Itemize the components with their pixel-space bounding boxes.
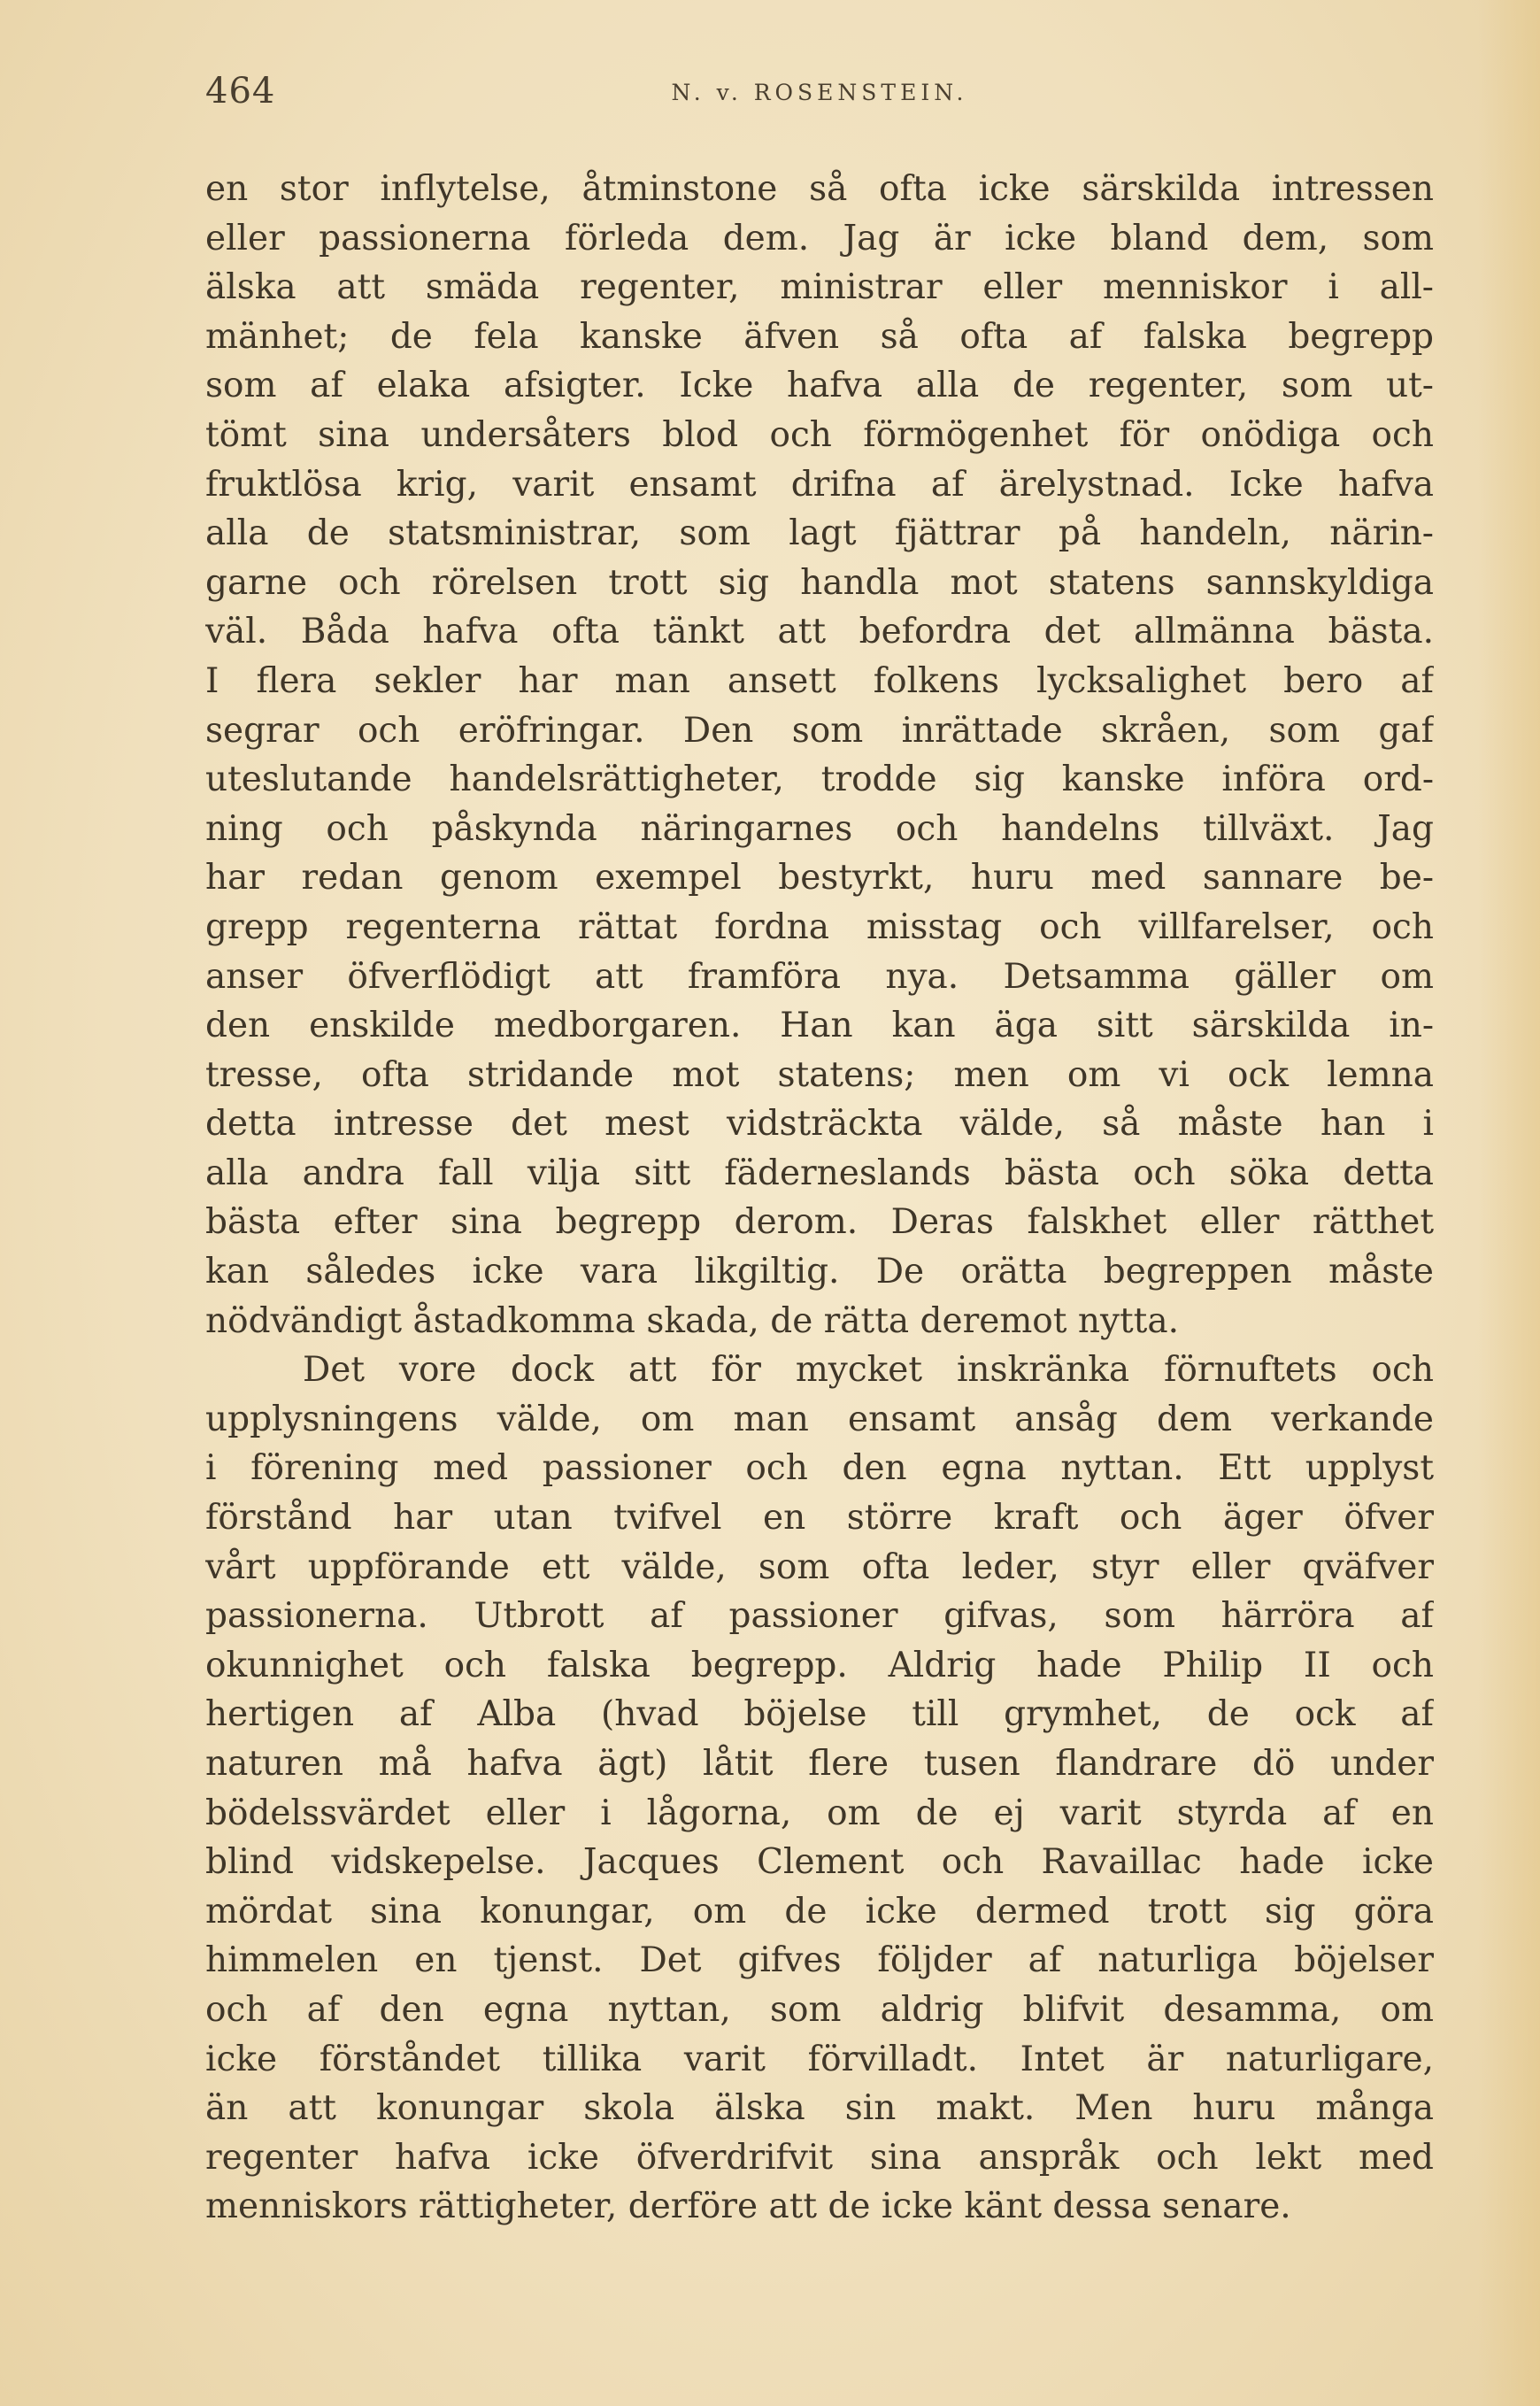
text-line: blind vidskepelse. Jacques Clement och Ravaillac hade icke [205,1842,1434,1883]
text-line: tresse, ofta stridande mot statens; men om vi ock lemna [205,1054,1434,1095]
text-line: än att konungar skola älska sin makt. Men huru många [205,2088,1434,2129]
text-line: icke förståndet tillika varit förvilladt. Intet är naturligare, [205,2039,1434,2079]
text-line: I flera sekler har man ansett folkens lycksalighet bero af [205,660,1434,701]
text-line: upplysningens välde, om man ensamt ansåg dem verkande [205,1399,1434,1439]
text-line: den enskilde medborgaren. Han kan äga sitt särskilda in- [205,1006,1434,1046]
paragraph-start-line: Det vore dock att för mycket inskränka förnuftets och [303,1350,1434,1391]
text-line: segrar och eröfringar. Den som inrättade skråen, som gaf [205,710,1434,751]
text-line: okunnighet och falska begrepp. Aldrig hade Philip II och [205,1645,1434,1685]
text-line: tömt sina undersåters blod och förmögenhet för onödiga och [205,414,1434,455]
text-line: menniskors rättigheter, derföre att de icke känt dessa senare. [205,2186,1291,2227]
page-number: 464 [205,71,276,112]
text-line: ning och påskynda näringarnes och handelns tillväxt. Jag [205,808,1434,849]
text-line: mänhet; de fela kanske äfven så ofta af falska begrepp [205,316,1434,357]
text-line: förstånd har utan tvifvel en större kraft och äger öfver [205,1498,1434,1538]
text-line: och af den egna nyttan, som aldrig blifvit desamma, om [205,1989,1434,2030]
body-text [205,165,1434,2232]
text-line: garne och rörelsen trott sig handla mot statens sannskyldiga [205,562,1434,603]
paragraph-end-line: nödvändigt åstadkomma skada, de rätta deremot nytta. [205,1300,1179,1341]
text-line: naturen må hafva ägt) låtit flere tusen flandrare dö under [205,1744,1434,1784]
text-line: mördat sina konungar, om de icke dermed trott sig göra [205,1891,1434,1932]
text-line: en stor inflytelse, åtminstone så ofta icke särskilda intressen [205,169,1434,209]
text-line: hertigen af Alba (hvad böjelse till grymhet, de ock af [205,1694,1434,1735]
text-line: bästa efter sina begrepp derom. Deras falskhet eller rätthet [205,1202,1434,1243]
text-line: älska att smäda regenter, ministrar eller menniskor i all- [205,267,1434,308]
text-line: eller passionerna förleda dem. Jag är icke bland dem, som [205,218,1434,258]
text-line: vårt uppförande ett välde, som ofta leder, styr eller qväfver [205,1546,1434,1587]
text-line: bödelssvärdet eller i lågorna, om de ej varit styrda af en [205,1793,1434,1833]
text-line: väl. Båda hafva ofta tänkt att befordra det allmänna bästa. [205,612,1434,652]
text-line: fruktlösa krig, varit ensamt drifna af ärelystnad. Icke hafva [205,464,1434,505]
text-line: har redan genom exempel bestyrkt, huru med sannare be- [205,858,1434,898]
text-line: himmelen en tjenst. Det gifves följder af naturliga böjelser [205,1940,1434,1981]
text-line: detta intresse det mest vidsträckta välde, så måste han i [205,1104,1434,1145]
text-line: alla andra fall vilja sitt fäderneslands bästa och söka detta [205,1153,1434,1193]
page-edge-shadow [1478,0,1540,2406]
text-line: som af elaka afsigter. Icke hafva alla de regenter, som ut- [205,366,1434,406]
text-line: uteslutande handelsrättigheter, trodde sig kanske införa ord- [205,760,1434,800]
text-line: kan således icke vara likgiltig. De orätta begreppen måste [205,1252,1434,1292]
running-head: N. v. ROSENSTEIN. [671,80,968,105]
text-line: passionerna. Utbrott af passioner gifvas, som härröra af [205,1596,1434,1637]
text-line: grepp regenterna rättat fordna misstag och villfarelser, och [205,906,1434,947]
text-line: anser öfverflödigt att framföra nya. Detsamma gäller om [205,956,1434,997]
text-line: i förening med passioner och den egna nyttan. Ett upplyst [205,1448,1434,1489]
text-line: alla de statsministrar, som lagt fjättrar på handeln, närin- [205,513,1434,554]
page-header [205,71,1434,124]
text-line: regenter hafva icke öfverdrifvit sina anspråk och lekt med [205,2137,1434,2178]
